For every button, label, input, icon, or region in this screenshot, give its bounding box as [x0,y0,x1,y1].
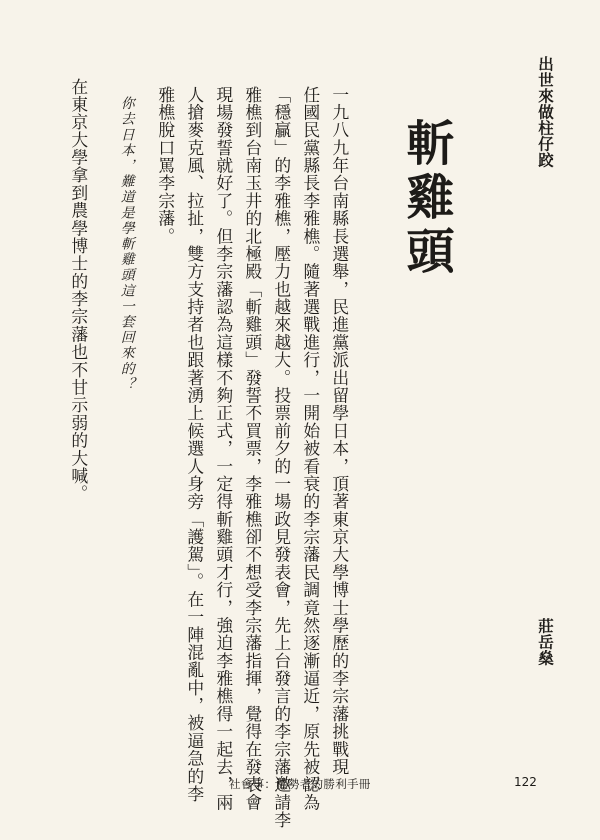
body-line: 現場發誓就好了。但李宗藩認為這樣不夠正式，一定得斬雞頭才行，強迫李雅樵得一起去，兩 [213,86,234,812]
body-line: 任國民黨縣長李雅樵。隨著選戰進行，一開始被看衰的李宗藩民調竟然逐漸逼近，原先被認為 [300,86,321,812]
series-title: 出世來做柱仔跤 [536,56,554,168]
author-name: 莊岳燊 [536,618,554,666]
body-line: 「穩贏」的李雅樵，壓力也越來越大。投票前夕的一場政見發表會，先上台發言的李宗藩邀請李 [271,86,292,829]
page-number: 122 [514,775,537,789]
body-line: 一九八九年台南縣長選舉，民進黨派出留學日本，頂著東京大學博士學歷的李宗藩挑戰現 [329,86,350,776]
quote-line: 你去日本，難道是學斬雞頭這一套回來的？ [117,96,134,393]
chapter-title: 斬雞頭 [398,118,454,280]
body-line: 人搶麥克風、拉扯，雙方支持者也跟著湧上候選人身旁「護駕」。在一陣混亂中，被逼急的李 [184,86,205,803]
answer-line: 在東京大學拿到農學博士的李宗藩也不甘示弱的大喊。 [68,78,89,503]
footer-book-title: 社會事：權勢者的勝利手冊 [229,777,371,791]
body-line: 雅樵到台南玉井的北極殿「斬雞頭」發誓不買票，李雅樵卻不想受李宗藩指揮，覺得在發表會 [242,86,263,812]
body-line: 雅樵脫口罵李宗藩。 [155,86,176,246]
